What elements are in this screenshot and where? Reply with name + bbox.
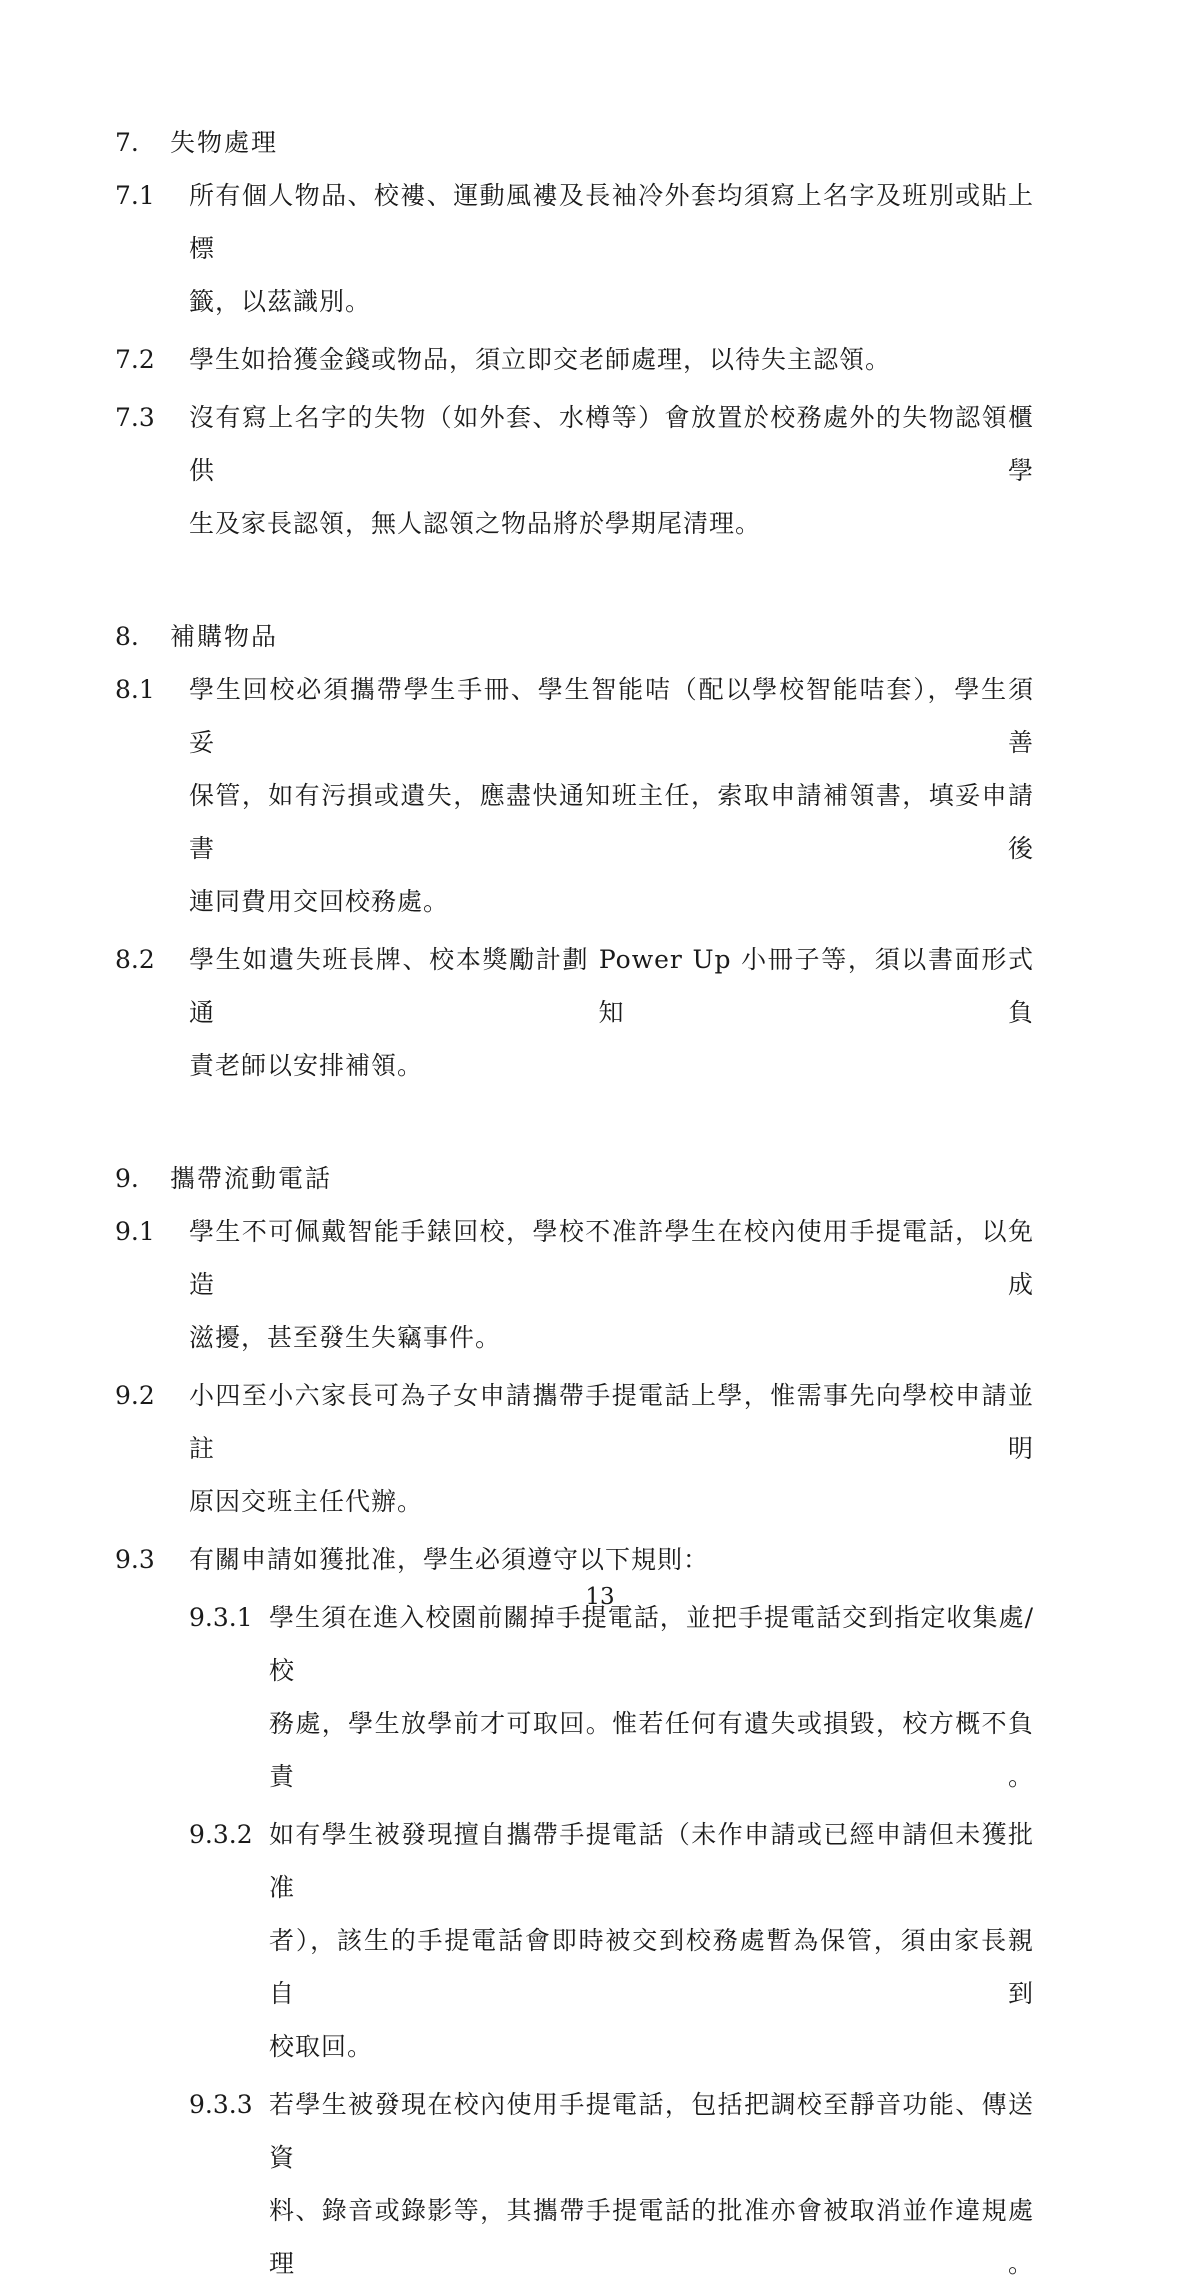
item-body bbox=[189, 1369, 1034, 1528]
document-content bbox=[115, 116, 1087, 2290]
item-number: 7.3 bbox=[115, 403, 155, 432]
text-line: 生及家長認領，無人認領之物品將於學期尾清理。 bbox=[189, 509, 762, 538]
item-body bbox=[269, 1808, 1034, 2073]
text-line: 沒有寫上名字的失物（如外套、水樽等）會放置於校務處外的失物認領櫃供學 bbox=[189, 403, 1034, 485]
text-line: 籤，以茲識別。 bbox=[189, 287, 372, 316]
text-line: 原因交班主任代辦。 bbox=[189, 1487, 424, 1516]
section-number: 7. bbox=[115, 128, 139, 157]
section-lost-property bbox=[115, 116, 1087, 550]
text-line: 若學生被發現在校內使用手提電話，包括把調校至靜音功能、傳送資 bbox=[269, 2090, 1034, 2172]
item-number: 8.1 bbox=[115, 675, 155, 704]
text-line: 者），該生的手提電話會即時被交到校務處暫為保管，須由家長親自到 bbox=[269, 1926, 1034, 2008]
section-replacement-items bbox=[115, 610, 1087, 1092]
text-line: 學生如拾獲金錢或物品，須立即交老師處理，以待失主認領。 bbox=[189, 345, 892, 374]
section-heading bbox=[115, 1152, 1087, 1205]
item-8-1 bbox=[115, 663, 1087, 928]
text-line: 連同費用交回校務處。 bbox=[189, 887, 450, 916]
item-9-3-1 bbox=[189, 1591, 1034, 1803]
page-number: 13 bbox=[585, 1584, 615, 1610]
section-number: 8. bbox=[115, 622, 139, 651]
text-line: 有關申請如獲批准，學生必須遵守以下規則： bbox=[189, 1545, 710, 1574]
item-number: 9.1 bbox=[115, 1217, 155, 1246]
text-line: 務處，學生放學前才可取回。惟若任何有遺失或損毀，校方概不負責。 bbox=[269, 1709, 1034, 1791]
text-line: 保管，如有污損或遺失，應盡快通知班主任，索取申請補領書，填妥申請書後 bbox=[189, 781, 1034, 863]
item-number: 7.1 bbox=[115, 181, 155, 210]
section-mobile-phones bbox=[115, 1152, 1087, 2290]
text-line: 小四至小六家長可為子女申請攜帶手提電話上學，惟需事先向學校申請並註明 bbox=[189, 1381, 1034, 1463]
section-heading bbox=[115, 610, 1087, 663]
text-line: 學生不可佩戴智能手錶回校，學校不准許學生在校內使用手提電話，以免造成 bbox=[189, 1217, 1034, 1299]
text-line: 滋擾，甚至發生失竊事件。 bbox=[189, 1323, 502, 1352]
text-line: 責老師以安排補領。 bbox=[189, 1051, 424, 1080]
item-9-1 bbox=[115, 1205, 1087, 1364]
section-title: 失物處理 bbox=[170, 128, 279, 157]
item-number: 9.2 bbox=[115, 1381, 155, 1410]
item-body bbox=[189, 933, 1034, 1092]
item-body bbox=[189, 169, 1034, 328]
item-number: 9.3.3 bbox=[189, 2090, 253, 2119]
section-heading bbox=[115, 116, 1087, 169]
section-number: 9. bbox=[115, 1164, 139, 1193]
text-line: 如有學生被發現擅自攜帶手提電話（未作申請或已經申請但未獲批准 bbox=[269, 1820, 1034, 1902]
item-9-2 bbox=[115, 1369, 1087, 1528]
item-number: 9.3.1 bbox=[189, 1603, 253, 1632]
item-7-1 bbox=[115, 169, 1087, 328]
item-7-3 bbox=[115, 391, 1087, 550]
item-body bbox=[189, 391, 1034, 550]
item-body bbox=[269, 2078, 1034, 2290]
section-title: 攜帶流動電話 bbox=[170, 1164, 333, 1193]
item-7-2 bbox=[115, 333, 1087, 386]
item-body bbox=[189, 1533, 1034, 2290]
item-number: 7.2 bbox=[115, 345, 155, 374]
text-line: 料、錄音或錄影等，其攜帶手提電話的批准亦會被取消並作違規處理。 bbox=[269, 2196, 1034, 2278]
item-9-3-3 bbox=[189, 2078, 1034, 2290]
item-body bbox=[189, 663, 1034, 928]
text-line: 學生回校必須攜帶學生手冊、學生智能咭（配以學校智能咭套），學生須妥善 bbox=[189, 675, 1034, 757]
text-line: 學生須在進入校園前關掉手提電話，並把手提電話交到指定收集處/校 bbox=[269, 1603, 1034, 1685]
text-line: 學生如遺失班長牌、校本獎勵計劃 Power Up 小冊子等，須以書面形式通知負 bbox=[189, 945, 1034, 1027]
item-9-3-2 bbox=[189, 1808, 1034, 2073]
text-line: 校取回。 bbox=[269, 2032, 374, 2061]
item-number: 9.3.2 bbox=[189, 1820, 253, 1849]
item-9-3 bbox=[115, 1533, 1087, 2290]
item-body bbox=[189, 333, 1034, 386]
section-title: 補購物品 bbox=[170, 622, 279, 651]
item-body bbox=[189, 1205, 1034, 1364]
item-number: 8.2 bbox=[115, 945, 155, 974]
text-line: 所有個人物品、校褸、運動風褸及長袖冷外套均須寫上名字及班別或貼上標 bbox=[189, 181, 1034, 263]
item-8-2 bbox=[115, 933, 1087, 1092]
item-body bbox=[269, 1591, 1034, 1803]
item-number: 9.3 bbox=[115, 1545, 155, 1574]
